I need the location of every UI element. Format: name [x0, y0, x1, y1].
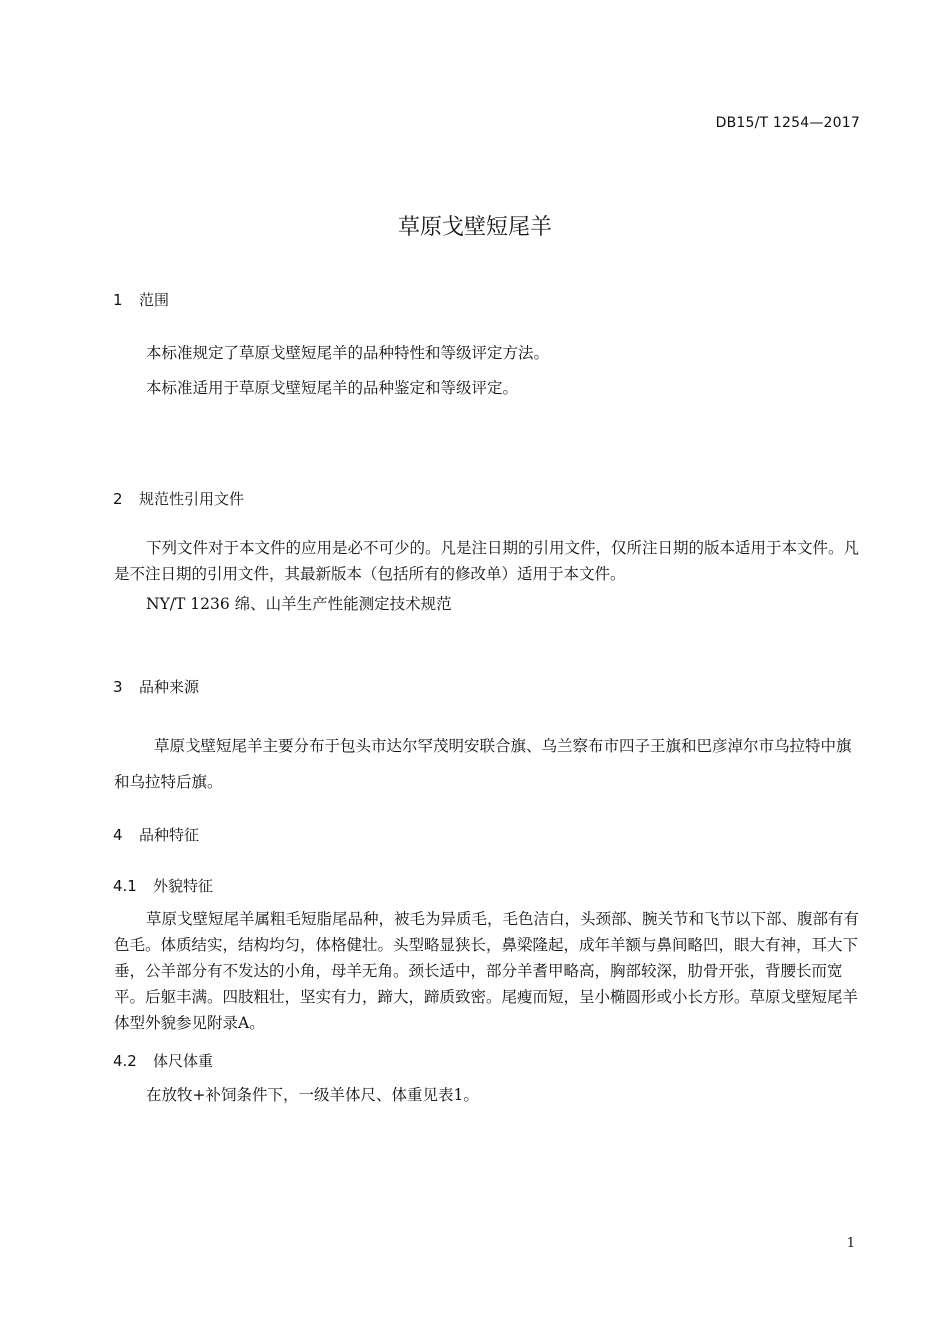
section-number: 1	[113, 291, 123, 309]
subsection-number: 4.2	[113, 1052, 137, 1070]
section-1-heading	[113, 289, 169, 310]
paragraph: 本标准规定了草原戈壁短尾羊的品种特性和等级评定方法。	[146, 344, 550, 362]
paragraph: 本标准适用于草原戈壁短尾羊的品种鉴定和等级评定。	[146, 379, 519, 397]
section-title: 品种来源	[139, 678, 200, 696]
section-1-body	[114, 340, 862, 401]
subsection-4-2-body	[114, 1082, 862, 1108]
section-2-body	[114, 535, 862, 617]
section-3-body	[114, 728, 862, 800]
paragraph: 草原戈壁短尾羊主要分布于包头市达尔罕茂明安联合旗、乌兰察布市四子王旗和巴彦淖尔市乌拉特中旗和乌拉特后旗。	[114, 737, 852, 791]
subsection-4-1-heading	[113, 875, 213, 896]
paragraph: 草原戈壁短尾羊属粗毛短脂尾品种，被毛为异质毛，毛色洁白，头颈部、腕关节和飞节以下部、腹部有有色毛。体质结实，结构均匀，体格健壮。头型略显狭长，鼻梁隆起，成年羊额与鼻间略凹，眼大有神，耳大下垂，公羊部分有不发达的小角，母羊无角。颈长适中，部分羊耆甲略高，胸部较深，肋骨开张，背腰长而宽平。后躯丰满。四肢粗壮，坚实有力，蹄大，蹄质致密。尾瘦而短，呈小椭圆形或小长方形。草原戈壁短尾羊体型外貌参见附录A。	[114, 910, 860, 1032]
reference-entry: NY/T 1236 绵、山羊生产性能测定技术规范	[146, 595, 452, 613]
section-number: 4	[113, 826, 123, 844]
section-2-heading	[113, 488, 244, 509]
section-number: 2	[113, 490, 123, 508]
section-4-heading	[113, 824, 199, 845]
section-title: 规范性引用文件	[139, 490, 245, 508]
document-number: DB15/T 1254—2017	[715, 115, 860, 131]
section-title: 范围	[139, 291, 170, 309]
subsection-title: 体尺体重	[153, 1052, 214, 1070]
subsection-title: 外貌特征	[153, 877, 214, 895]
document-title: 草原戈壁短尾羊	[397, 215, 552, 240]
section-number: 3	[113, 678, 123, 696]
section-title: 品种特征	[139, 826, 200, 844]
paragraph: 在放牧+补饲条件下，一级羊体尺、体重见表1。	[146, 1086, 479, 1104]
paragraph: 下列文件对于本文件的应用是必不可少的。凡是注日期的引用文件，仅所注日期的版本适用于本文件。凡是不注日期的引用文件，其最新版本（包括所有的修改单）适用于本文件。	[114, 539, 860, 583]
section-3-heading	[113, 676, 199, 697]
subsection-number: 4.1	[113, 877, 137, 895]
subsection-4-1-body	[114, 906, 862, 1036]
subsection-4-2-heading	[113, 1050, 213, 1071]
page-number: 1	[846, 1236, 855, 1251]
